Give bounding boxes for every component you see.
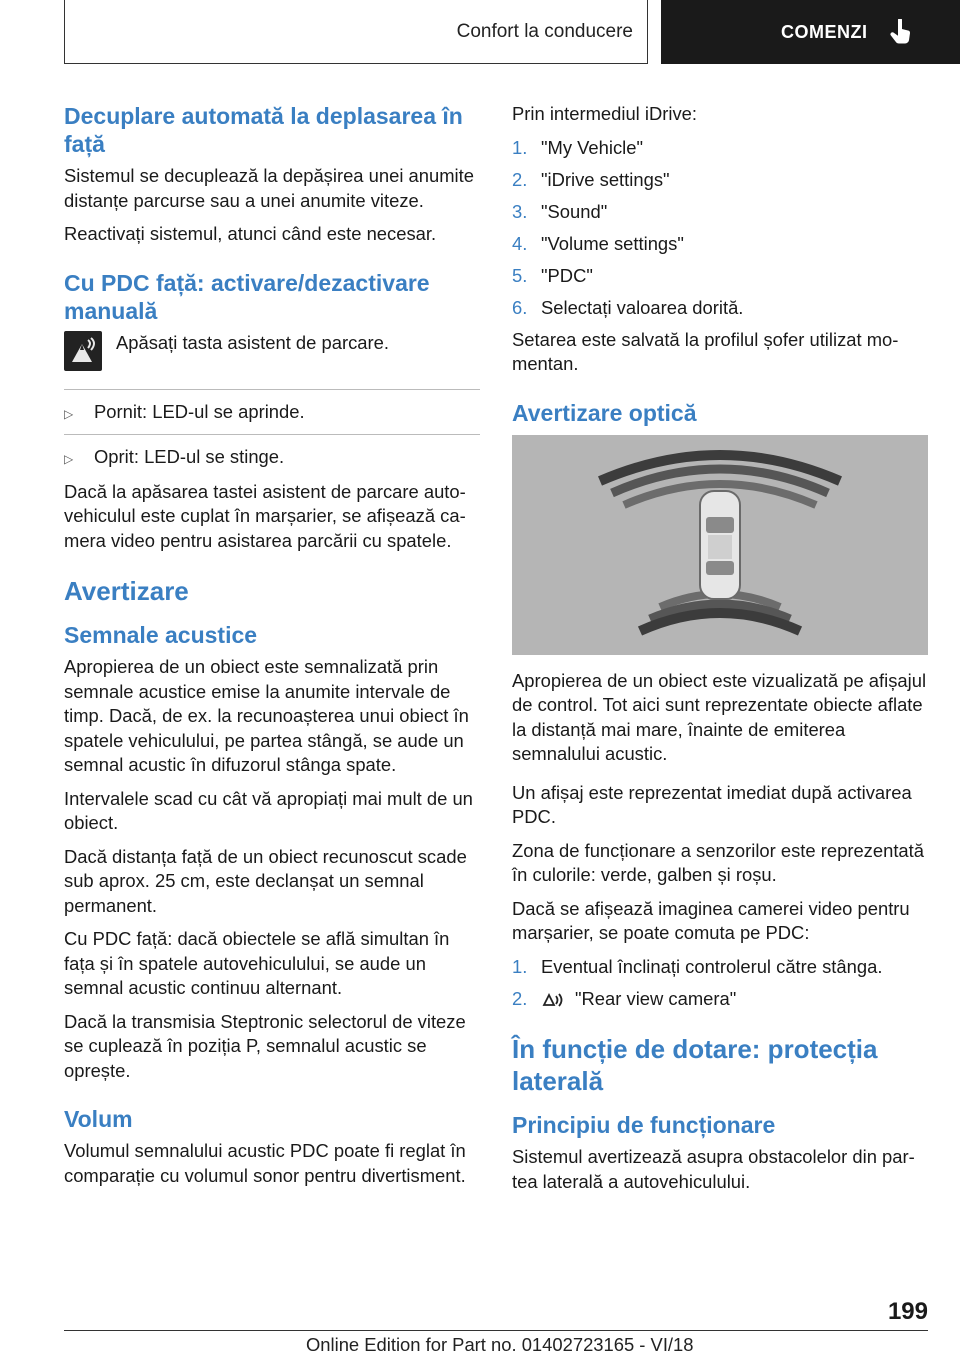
step-text: "PDC" — [541, 264, 593, 286]
step-number: 1. — [512, 136, 528, 158]
list-item — [512, 232, 932, 257]
step-text: "Volume settings" — [541, 232, 684, 254]
chapter-tab — [64, 0, 648, 64]
heading-avertizare: Avertizare — [64, 576, 189, 606]
list-item — [512, 955, 932, 980]
pdc-sensor-icon — [541, 991, 565, 1009]
camera-switch-steps — [512, 955, 932, 1012]
divider — [64, 434, 480, 435]
footer-divider — [64, 1330, 928, 1331]
step-text: Selectați valoarea dorită. — [541, 296, 744, 318]
paragraph: Dacă distanța față de un obiect recunoscut scade sub aprox. 25 cm, este declanșat un semnal permanent. — [64, 845, 467, 916]
paragraph: Prin intermediul iDrive: — [512, 103, 697, 124]
bullet-text: Pornit: LED-ul se aprinde. — [94, 400, 305, 422]
paragraph: Dacă la apăsarea tastei asistent de parcare autovehiculul este cuplat în marșarier, se afișează camera video pentru asistarea parcării cu spatele. — [64, 480, 466, 551]
list-item — [64, 445, 480, 472]
heading-manual: Cu PDC față: activare/dezactivare manuală — [64, 269, 430, 324]
heading-principiu: Principiu de funcționare — [512, 1112, 776, 1138]
list-item — [64, 400, 480, 427]
heading-decuplare: Decuplare automată la deplasarea în față — [64, 103, 463, 157]
step-number: 4. — [512, 232, 528, 254]
page-number: 199 — [887, 1298, 928, 1325]
paragraph: Apropierea de un obiect este vizualizată pe afișajul de control. Tot aici sunt reprezentate obiecte aflate la distanță mai mare, înainte de emiterea semnalului acustic. — [512, 669, 927, 764]
step-text: "Sound" — [541, 200, 608, 222]
step-text: "iDrive settings" — [541, 168, 670, 190]
chapter-title: Confort la conducere — [456, 20, 633, 42]
paragraph: Sistemul se decuplează la depășirea unei anumite distanțe parcurse sau a unei anumite viteze. — [64, 165, 474, 211]
triangle-bullet-icon: ▷ — [64, 406, 74, 421]
list-item — [512, 168, 932, 193]
step-number: 2. — [512, 987, 528, 1009]
paragraph: Intervalele scad cu cât vă apropiați mai mult de un obiect. — [64, 787, 473, 833]
step-number: 2. — [512, 168, 528, 190]
paragraph: Dacă se afișează imaginea camerei video pentru marșarier, se poate comuta pe PDC: — [512, 897, 910, 943]
step-number: 1. — [512, 955, 528, 977]
divider — [64, 389, 480, 390]
list-item — [512, 987, 932, 1012]
list-item — [512, 136, 932, 161]
step-text: Eventual înclinați controlerul către stânga. — [541, 955, 883, 977]
paragraph: Zona de funcționare a senzorilor este reprezentată în culorile: verde, galben și roșu. — [512, 839, 924, 885]
paragraph: Cu PDC față: dacă obiectele se află simultan în fața și în spatele autovehiculului, se aude un semnal acustic continuu alternant. — [64, 928, 450, 998]
paragraph: Apropierea de un obiect este semnalizată prin semnale acustice emise la anumite intervale de timp. Dacă, de ex. la recunoașterea unui obiect în spatele vehiculului, pe partea stângă, se aude un semnal acustic în difuzorul stânga spate. — [64, 656, 469, 775]
heading-optica: Avertizare optică — [512, 399, 697, 426]
paragraph: Apăsați tasta asistent de parcare. — [116, 331, 389, 353]
bullet-text: Oprit: LED-ul se stinge. — [94, 446, 285, 467]
step-number: 6. — [512, 296, 528, 318]
parking-assist-key-icon — [64, 331, 102, 371]
step-number: 5. — [512, 264, 528, 286]
list-item — [512, 264, 932, 289]
heading-protectie: În funcție de dotare: protecția laterală — [512, 1034, 878, 1096]
step-text: "My Vehicle" — [541, 136, 643, 158]
paragraph: Setarea este salvată la profilul șofer utilizat momentan. — [512, 328, 899, 374]
hand-pointer-icon — [890, 19, 912, 45]
footer-edition: Online Edition for Part no. 01402723165 - VI/18 — [306, 1334, 694, 1355]
right-column — [512, 102, 932, 1203]
step-text: "Rear view camera" — [575, 987, 737, 1009]
list-item — [512, 200, 932, 225]
paragraph: Sistemul avertizează asupra obstacolelor din partea laterală a autovehiculului. — [512, 1146, 915, 1192]
idrive-steps — [512, 136, 932, 321]
triangle-bullet-icon: ▷ — [64, 452, 74, 466]
paragraph: Reactivați sistemul, atunci când este necesar. — [64, 223, 437, 244]
section-title: COMENZI — [781, 21, 868, 42]
paragraph: Volumul semnalului acustic PDC poate fi reglat în comparație cu volumul sonor pentru divertisment. — [64, 1140, 466, 1186]
list-item — [512, 296, 932, 321]
paragraph: Dacă la transmisia Steptronic selectorul de viteze se cuplează în poziția P, semnalul acustic se oprește. — [64, 1010, 466, 1081]
page-header — [0, 0, 960, 66]
paragraph: Un afișaj este reprezentat imediat după activarea PDC. — [512, 781, 912, 827]
pdc-display-illustration — [512, 435, 928, 655]
step-number: 3. — [512, 200, 528, 222]
step-content — [541, 987, 736, 1012]
left-column — [64, 102, 480, 1197]
key-instruction — [64, 331, 480, 371]
heading-volum: Volum — [64, 1106, 133, 1132]
car-icon — [700, 491, 740, 599]
section-tab — [661, 0, 960, 64]
heading-semnale: Semnale acustice — [64, 622, 258, 648]
